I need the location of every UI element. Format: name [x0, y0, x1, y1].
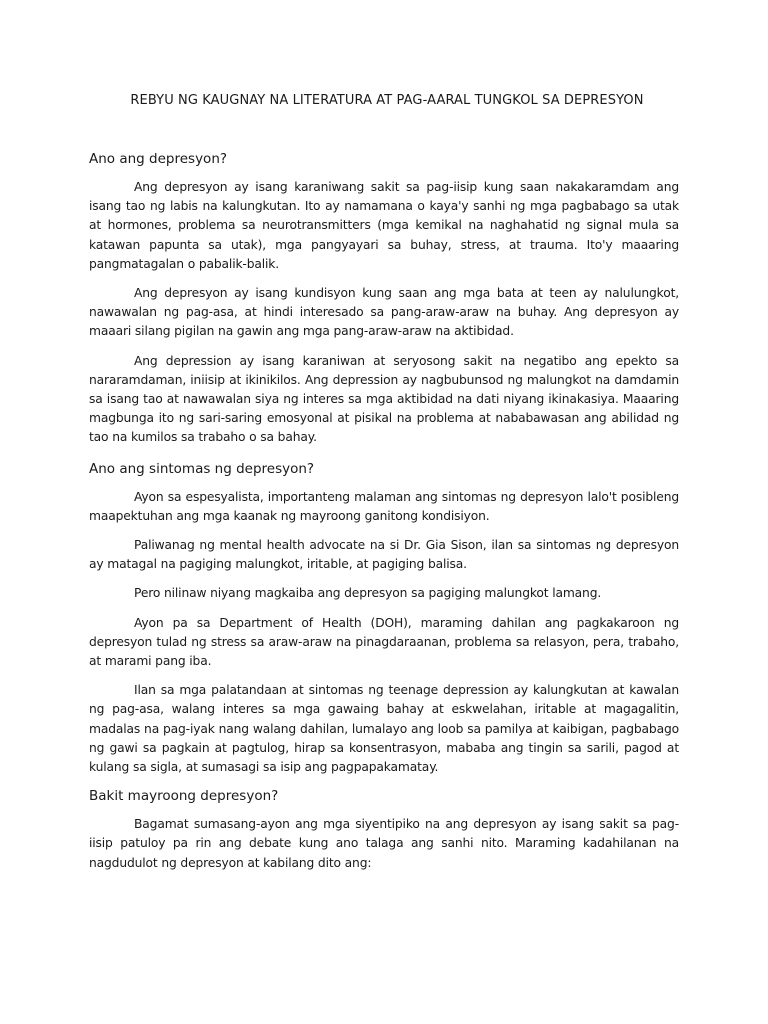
paragraph: Bagamat sumasang-ayon ang mga siyentipiko na ang depresyon ay isang sakit sa pag-iisip patuloy pa rin ang debate kung ano talaga ang sanhi nito. Maraming kadahilanan na nagdudulot ng depresyon at kabilang dito ang:	[89, 817, 679, 870]
paragraph: Ayon sa espesyalista, importanteng malaman ang sintomas ng depresyon lalo't posibleng maapektuhan ang mga kaanak ng mayroong ganitong kondisiyon.	[89, 489, 679, 523]
section-heading: Ano ang sintomas ng depresyon?	[89, 460, 315, 477]
section-ano-ang-depresyon	[89, 150, 679, 448]
paragraph: Ayon pa sa Department of Health (DOH), maraming dahilan ang pagkakaroon ng depresyon tulad ng stress sa araw-araw na pinagdaraanan, problema sa relasyon, pera, trabaho, at marami pang iba.	[89, 615, 679, 669]
paragraph: Pero nilinaw niyang magkaiba ang depresyon sa pagiging malungkot lamang.	[134, 586, 602, 601]
paragraph: Ang depresyon ay isang karaniwang sakit sa pag-iisip kung saan nakakaramdam ang isang tao ng labis na kalungkutan. Ito ay namamana o kaya'y sanhi ng mga pagbabago sa utak at hormones, problema sa neurotransmitters (mga kemikal na naghahatid ng signal mula sa katawan papunta sa utak), mga pangyayari sa buhay, stress, at trauma. Ito'y maaaring pangmatagalan o pabalik-balik.	[89, 180, 679, 271]
document-page	[89, 92, 679, 883]
section-heading: Ano ang depresyon?	[89, 151, 228, 167]
paragraph: Ang depression ay isang karaniwan at seryosong sakit na negatibo ang epekto sa nararamdaman, iniisip at ikinikilos. Ang depression ay nagbubunsod ng malungkot na damdamin sa isang tao at nawawalan siya ng interes sa mga aktibidad na dati niyang ikinakasiya. Maaaring magbunga ito ng sari-saring emosyonal at pisikal na problema at nababawasan ang abilidad ng tao na kumilos sa trabaho o sa bahay.	[89, 353, 679, 445]
section-sintomas	[89, 460, 679, 778]
paragraph: Ilan sa mga palatandaan at sintomas ng teenage depression ay kalungkutan at kawalan ng pag-asa, walang interes sa mga gawaing bahay at eskwelahan, iritable at magagalitin, madalas na pag-iyak nang walang dahilan, lumalayo ang loob sa pamilya at kaibigan, pagbabago ng gawi sa pagkain at pagtulog, hirap sa konsentrasyon, mababa ang tingin sa sarili, pagod at kulang sa sigla, at sumasagi sa isip ang pagpapakamatay.	[89, 683, 679, 775]
section-bakit	[89, 787, 679, 873]
paragraph: Paliwanag ng mental health advocate na si Dr. Gia Sison, ilan sa sintomas ng depresyon ay matagal na pagiging malungkot, iritable, at pagiging balisa.	[89, 538, 679, 572]
paragraph: Ang depresyon ay isang kundisyon kung saan ang mga bata at teen ay nalulungkot, nawawalan ng pag-asa, at hindi interesado sa pang-araw-araw na buhay. Ang depresyon ay maaari silang pigilan na gawin ang mga pang-araw-araw na aktibidad.	[89, 286, 679, 339]
document-title: REBYU NG KAUGNAY NA LITERATURA AT PAG-AARAL TUNGKOL SA DEPRESYON	[130, 93, 644, 108]
section-heading: Bakit mayroong depresyon?	[89, 788, 279, 805]
